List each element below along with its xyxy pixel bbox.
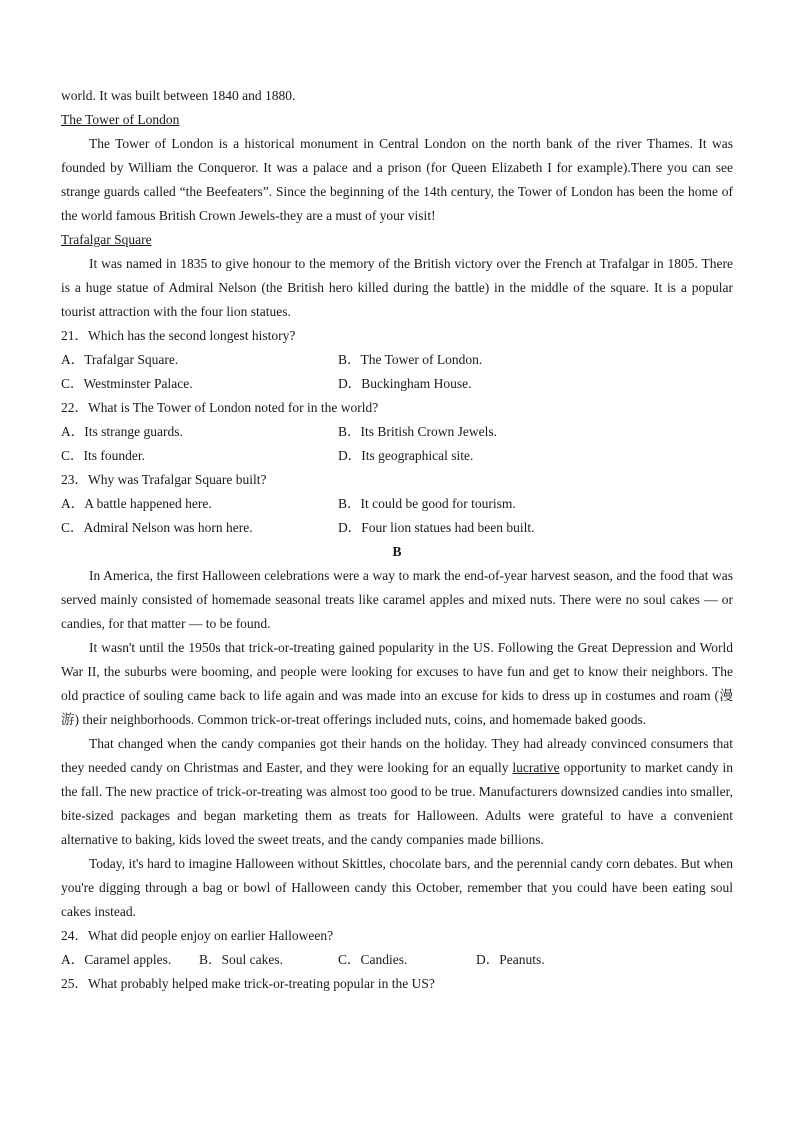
q23-option-c: C．Admiral Nelson was horn here. — [61, 520, 253, 535]
q22-options-row2 — [61, 444, 733, 468]
halloween-paragraph-1: In America, the first Halloween celebrations were a way to mark the end-of-year harvest season, and the food that was served mainly consisted of homemade seasonal treats like caramel apples and mixed nuts. There were no soul cakes — or candies, for that matter — to be found. — [61, 568, 733, 631]
q22-option-c: C．Its founder. — [61, 448, 145, 463]
q21-options-row1 — [61, 348, 733, 372]
q21-option-d: D．Buckingham House. — [338, 376, 472, 391]
q24-option-d: D．Peanuts. — [476, 952, 545, 967]
halloween-paragraph-4: Today, it's hard to imagine Halloween without Skittles, chocolate bars, and the perennial candy corn debates. But when you're digging through a bag or bowl of Halloween candy this October, remember that you could have been eating soul cakes instead. — [61, 856, 733, 919]
trafalgar-paragraph: It was named in 1835 to give honour to the memory of the British victory over the French at Trafalgar in 1805. There is a huge statue of Admiral Nelson (the British hero killed during the battle) in the middle of the square. It is a popular tourist attraction with the four lion statues. — [61, 256, 733, 319]
q21-option-b: B．The Tower of London. — [338, 352, 483, 367]
question-22: 22．What is The Tower of London noted for in the world? — [61, 400, 379, 415]
q23-options-row2 — [61, 516, 733, 540]
passage-content — [61, 84, 733, 996]
q22-option-a: A．Its strange guards. — [61, 424, 183, 439]
q22-option-b: B．Its British Crown Jewels. — [338, 424, 498, 439]
p3-text-before: That changed when the candy companies got their hands on the holiday. They had already convinced consumers that they needed candy on Christmas and Easter, and they were looking for an equally — [61, 736, 733, 775]
question-24: 24．What did people enjoy on earlier Halloween? — [61, 928, 334, 943]
q24-options-row — [61, 948, 733, 972]
section-b-label: B — [392, 544, 402, 559]
intro-end-line: world. It was built between 1840 and 1880. — [61, 88, 296, 103]
q22-option-d: D．Its geographical site. — [338, 448, 474, 463]
tower-heading: The Tower of London — [61, 112, 180, 127]
q23-option-a: A．A battle happened here. — [61, 496, 212, 511]
q23-option-d: D．Four lion statues had been built. — [338, 520, 535, 535]
halloween-paragraph-2: It wasn't until the 1950s that trick-or-treating gained popularity in the US. Following the Great Depression and World War II, the suburbs were booming, and people were looking for excuses to have fun and get to know their neighbors. The old practice of souling came back to life again and was made into an excuse for kids to dress up in costumes and roam (漫游) their neighborhoods. Common trick-or-treat offerings included nuts, coins, and homemade baked goods. — [61, 640, 733, 727]
q21-option-a: A．Trafalgar Square. — [61, 352, 179, 367]
q24-option-a: A．Caramel apples. — [61, 952, 172, 967]
question-21: 21．Which has the second longest history? — [61, 328, 296, 343]
q23-option-b: B．It could be good for tourism. — [338, 496, 516, 511]
q21-option-c: C．Westminster Palace. — [61, 376, 193, 391]
tower-paragraph: The Tower of London is a historical monument in Central London on the north bank of the river Thames. It was founded by William the Conqueror. It was a palace and a prison (for Queen Elizabeth I for example).There you can see strange guards called “the Beefeaters”. Since the beginning of the 14th century, the Tower of London has been the home of the world famous British Crown Jewels-they are a must of your visit! — [61, 136, 733, 223]
question-23: 23．Why was Trafalgar Square built? — [61, 472, 267, 487]
p3-text-after: opportunity to market candy in the fall. The new practice of trick-or-treating was almost too good to be true. Manufacturers downsized candies into smaller, bite-sized packages and began marketing them as treats for Halloween. Adults were grateful to have a convenient alternative to baking, kids loved the sweet treats, and the candy companies made billions. — [61, 760, 734, 847]
trafalgar-heading: Trafalgar Square — [61, 232, 152, 247]
q22-options-row1 — [61, 420, 733, 444]
q24-option-b: B．Soul cakes. — [199, 952, 283, 967]
question-25: 25．What probably helped make trick-or-treating popular in the US? — [61, 976, 435, 991]
underlined-word-lucrative: lucrative — [512, 760, 560, 775]
q23-options-row1 — [61, 492, 733, 516]
q24-option-c: C．Candies. — [338, 952, 408, 967]
halloween-paragraph-3 — [61, 732, 733, 852]
q21-options-row2 — [61, 372, 733, 396]
